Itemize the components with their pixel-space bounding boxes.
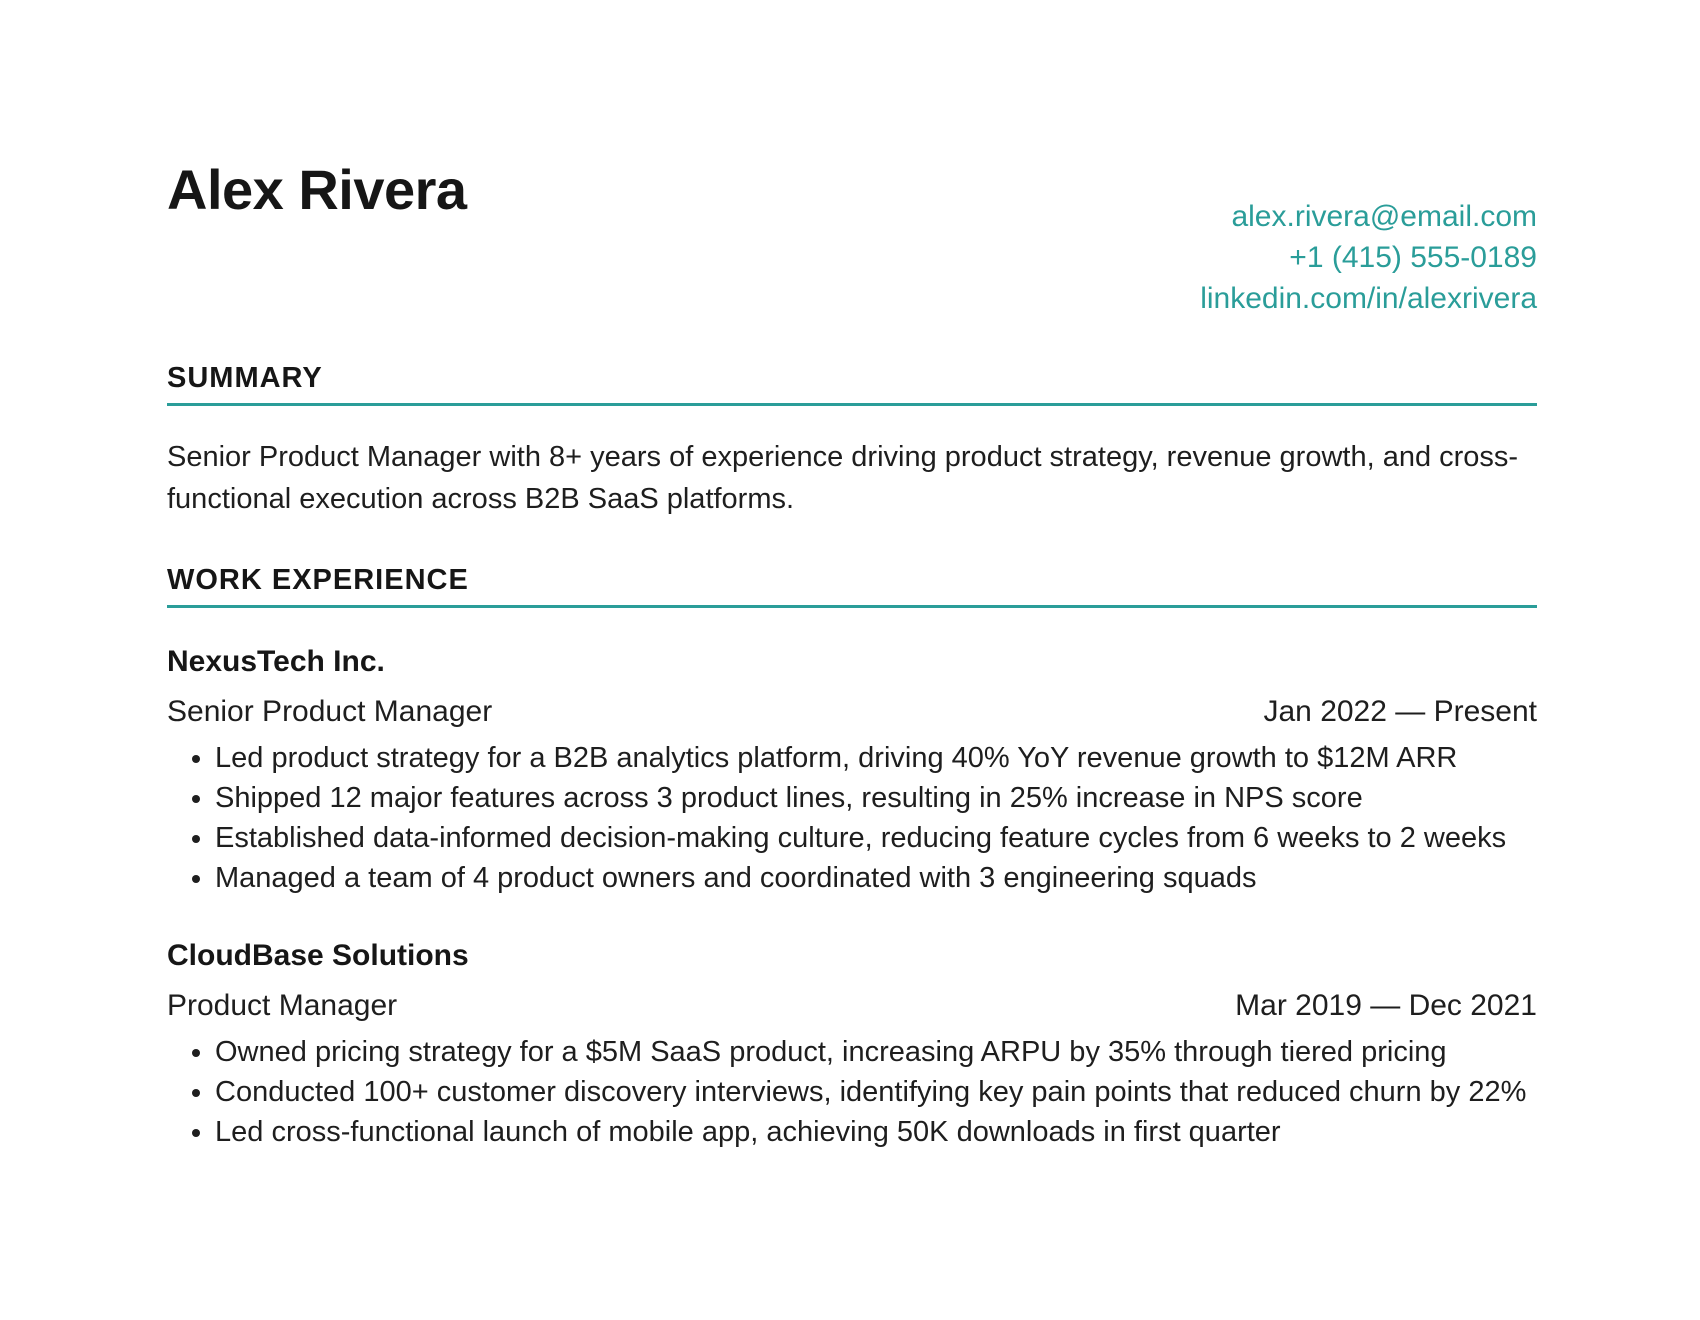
job-entry [167, 936, 1537, 1152]
work-experience-heading: WORK EXPERIENCE [167, 564, 1537, 608]
job-dates: Mar 2019 — Dec 2021 [1235, 989, 1537, 1022]
summary-heading: SUMMARY [167, 362, 1537, 406]
work-experience-section [167, 564, 1537, 1152]
achievement-item: • Established data-informed decision-making culture, reducing feature cycles from 6 weeks to 2 weeks [215, 818, 1537, 858]
job-title: Product Manager [167, 989, 398, 1022]
achievement-item: • Led product strategy for a B2B analytics platform, driving 40% YoY revenue growth to $12M ARR [215, 738, 1537, 778]
phone-link[interactable]: +1 (415) 555-0189 [1289, 241, 1537, 274]
job-entry [167, 642, 1537, 898]
achievement-item: • Owned pricing strategy for a $5M SaaS product, increasing ARPU by 35% through tiered pricing [215, 1032, 1537, 1072]
company-name: CloudBase Solutions [167, 939, 469, 972]
candidate-name: Alex Rivera [167, 158, 467, 221]
resume-header [167, 158, 1537, 362]
summary-text: Senior Product Manager with 8+ years of experience driving product strategy, revenue growth, and cross-functional execution across B2B SaaS platforms. [167, 441, 1519, 515]
achievement-item: • Managed a team of 4 product owners and coordinated with 3 engineering squads [215, 858, 1537, 898]
achievement-item: • Shipped 12 major features across 3 product lines, resulting in 25% increase in NPS score [215, 778, 1537, 818]
company-name: NexusTech Inc. [167, 645, 385, 678]
achievement-item: • Conducted 100+ customer discovery interviews, identifying key pain points that reduced churn by 22% [215, 1072, 1537, 1112]
achievement-list [167, 1032, 1537, 1152]
job-title: Senior Product Manager [167, 695, 493, 728]
resume-page [167, 158, 1537, 1152]
summary-section [167, 362, 1537, 520]
linkedin-link[interactable]: linkedin.com/in/alexrivera [1200, 282, 1537, 315]
achievement-list [167, 738, 1537, 898]
role-row [167, 692, 1537, 732]
job-dates: Jan 2022 — Present [1263, 695, 1537, 728]
contact-block [1200, 196, 1537, 319]
achievement-item: • Led cross-functional launch of mobile app, achieving 50K downloads in first quarter [215, 1112, 1537, 1152]
role-row [167, 986, 1537, 1026]
email-link[interactable]: alex.rivera@email.com [1231, 200, 1537, 233]
